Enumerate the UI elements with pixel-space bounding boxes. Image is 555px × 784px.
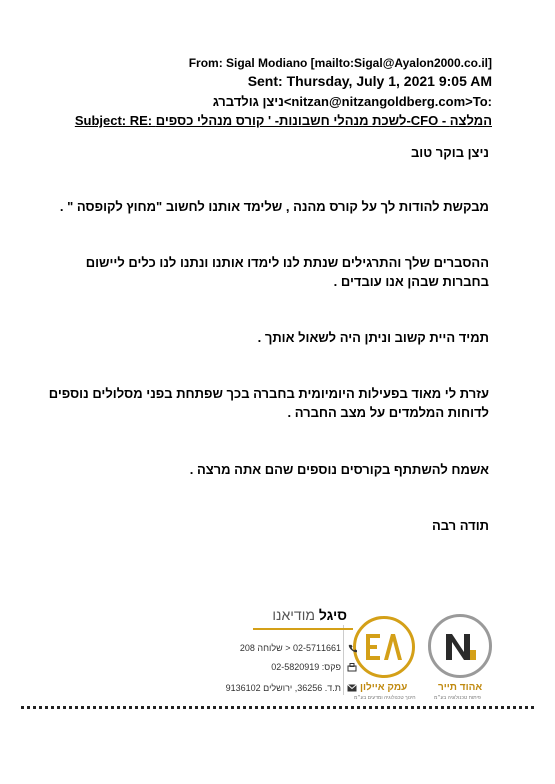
ehud-tayar-logo xyxy=(428,614,492,678)
ht-logo-icon xyxy=(440,628,480,664)
signature-phone-row xyxy=(240,643,357,653)
mail-icon xyxy=(347,683,357,693)
signature-fax-row xyxy=(271,662,357,672)
ehud-caption: אהוד תייר xyxy=(438,682,483,693)
signature-first-name: סיגל xyxy=(318,607,347,623)
signature-last-name: מודיאנו xyxy=(272,607,315,623)
signature-address: ת.ד. 36256, ירושלים 9136102 xyxy=(225,683,341,693)
body-paragraph: תמיד היית קשוב וניתן היה לשאול אותך . xyxy=(257,330,489,345)
ehud-subcaption: פיתוח טכנולוגיה בע״מ xyxy=(434,695,481,701)
signature-name xyxy=(272,607,347,623)
signature-address-row xyxy=(226,683,357,693)
emek-ayalon-logo xyxy=(353,616,415,678)
emek-subcaption: חינוך טכנולוגיה ומדעים בע״מ xyxy=(354,695,416,701)
body-paragraph: מבקשת להודות לך על קורס מהנה , שלימד אותנו לחשוב "מחוץ לקופסה " . xyxy=(59,199,489,214)
body-paragraph: עזרת לי מאוד בפעילות היומיומית בחברה בכך שפתחת בפני מסלולים נוספים לדוחות המלמדים על מצב החברה . xyxy=(48,386,489,420)
signature-fax: פקס: 02-5820919 xyxy=(271,662,341,672)
body-paragraph: ההסברים שלך והתרגילים שנתת לנו לימדו אותנו ונתנו לנו כלים ליישום בחברות שבהן אנו עובדים . xyxy=(85,255,489,289)
email-to: ניצן גולדברג<nitzan@nitzangoldberg.com>To: xyxy=(212,94,492,109)
fax-icon xyxy=(347,662,357,672)
greeting: ניצן בוקר טוב xyxy=(410,145,489,160)
email-subject: Subject: RE: לשכת מנהלי חשבונות- ' קורס מנהלי כספים-CFO - המלצה xyxy=(74,113,492,128)
email-sent: Sent: Thursday, July 1, 2021 9:05 AM xyxy=(247,73,492,89)
phone-icon xyxy=(347,643,357,653)
emek-caption: עמק איילון xyxy=(360,682,408,693)
body-paragraph: אשמח להשתתף בקורסים נוספים שהם אתה מרצה . xyxy=(189,462,489,477)
closing: תודה רבה xyxy=(431,518,489,533)
signature-phone: 02-5711661 < שלוחה 208 xyxy=(239,643,341,653)
ea-logo-icon xyxy=(364,630,404,664)
signature-underline xyxy=(253,628,353,630)
email-from: From: Sigal Modiano [mailto:Sigal@Ayalon2000.co.il] xyxy=(188,56,492,70)
dotted-divider xyxy=(21,706,534,709)
